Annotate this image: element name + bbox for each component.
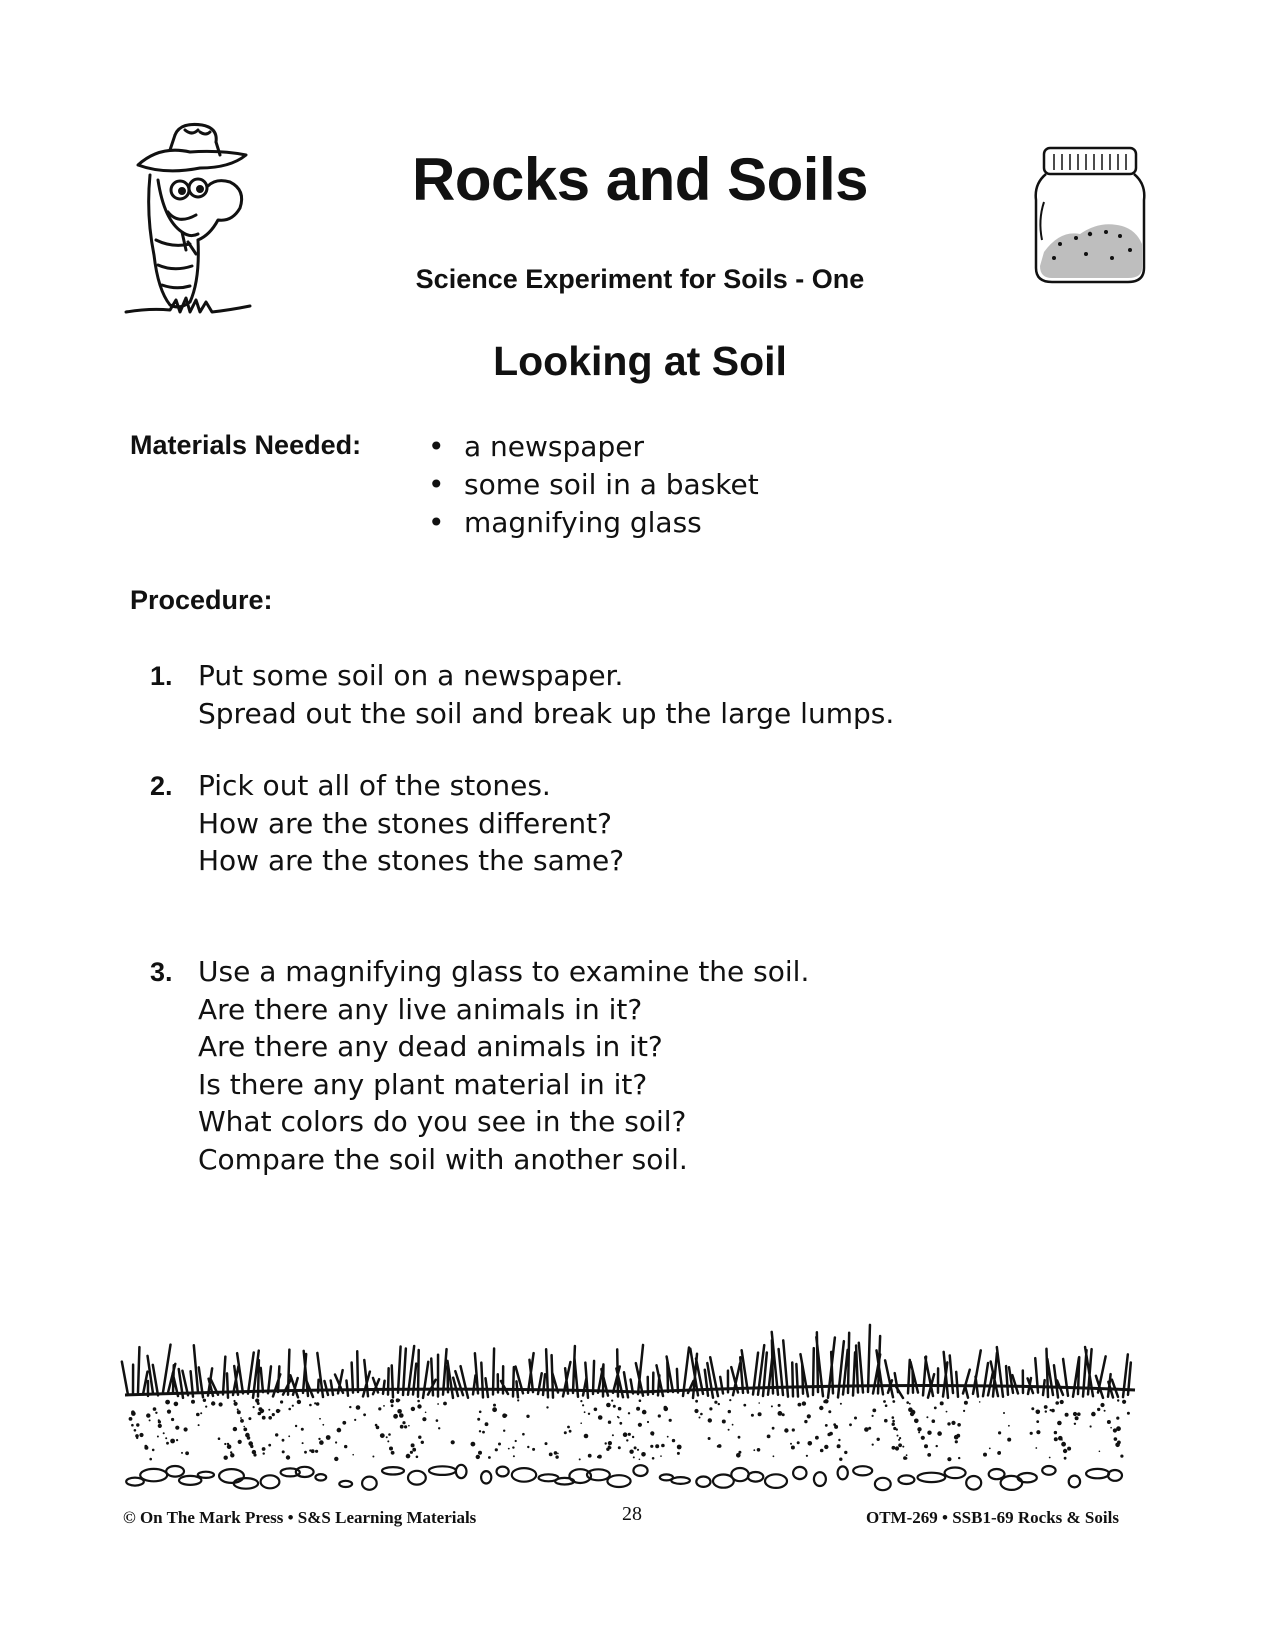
list-item: • a newspaper xyxy=(428,428,759,466)
step-number: 2. xyxy=(150,771,173,801)
page-number: 28 xyxy=(622,1503,642,1525)
worm-in-hat-icon xyxy=(120,120,260,335)
bullet-icon: • xyxy=(428,468,445,501)
step-line: Is there any plant material in it? xyxy=(198,1067,648,1101)
step-line: Use a magnifying glass to examine the soil. xyxy=(198,955,810,988)
step-line: What colors do you see in the soil? xyxy=(198,1105,687,1138)
soil-jar-icon xyxy=(1030,140,1150,290)
step-number: 3. xyxy=(150,957,173,987)
step-line: Pick out all of the stones. xyxy=(198,769,551,802)
step-line: Spread out the soil and break up the large lumps. xyxy=(198,696,895,730)
step-line: Compare the soil with another soil. xyxy=(198,1142,688,1176)
page-subtitle: Science Experiment for Soils - One xyxy=(415,264,865,294)
step-number: 1. xyxy=(150,661,173,691)
grass-soil-strip-icon xyxy=(120,1310,1140,1495)
footer-product-code: OTM-269 • SSB1-69 Rocks & Soils xyxy=(866,1508,1119,1527)
step-line: How are the stones different? xyxy=(198,806,612,840)
step-line: Are there any dead animals in it? xyxy=(198,1030,663,1063)
list-item: • magnifying glass xyxy=(428,504,759,542)
bullet-icon: • xyxy=(428,506,445,539)
footer-publisher: © On The Mark Press • S&S Learning Materials xyxy=(123,1508,477,1527)
page-title: Rocks and Soils xyxy=(412,146,868,213)
materials-label: Materials Needed: xyxy=(130,430,362,460)
step-line: How are the stones the same? xyxy=(198,844,625,877)
step-line: Are there any live animals in it? xyxy=(198,992,643,1026)
procedure-label: Procedure: xyxy=(130,585,273,615)
materials-list xyxy=(428,428,759,542)
bullet-icon: • xyxy=(428,430,445,463)
experiment-heading: Looking at Soil xyxy=(493,338,787,384)
step-line: Put some soil on a newspaper. xyxy=(198,659,624,692)
list-item: • some soil in a basket xyxy=(428,466,759,504)
